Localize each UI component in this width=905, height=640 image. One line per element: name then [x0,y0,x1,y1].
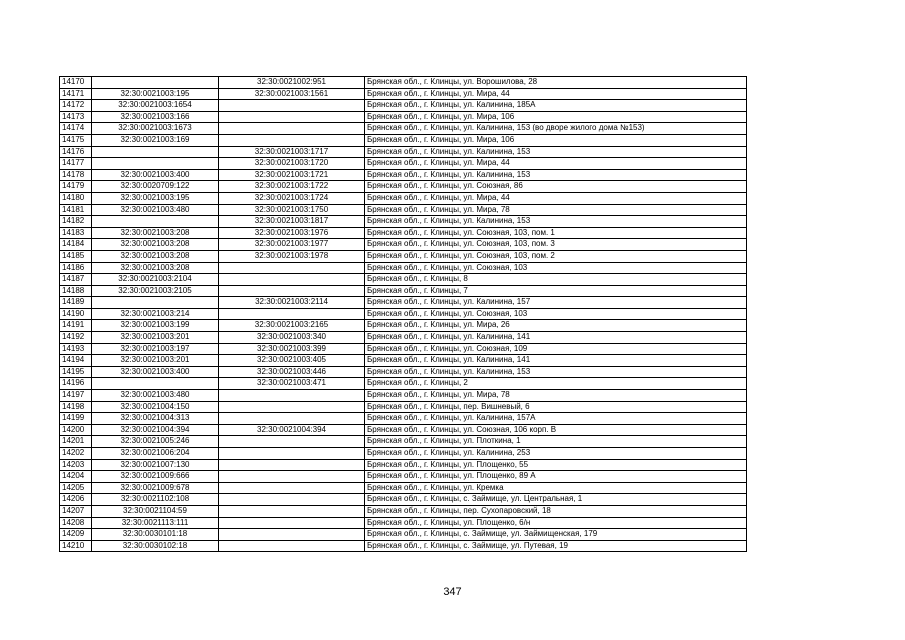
row-number-cell: 14178 [60,169,92,181]
table-row [60,158,747,170]
table-row [60,471,747,483]
address-cell: Брянская обл., г. Клинцы, ул. Калинина, 153 (во дворе жилого дома №153) [365,123,747,135]
cadastral-number-cell: 32:30:0030101:18 [92,529,219,541]
address-cell: Брянская обл., г. Клинцы, ул. Площенко, 89 А [365,471,747,483]
address-cell: Брянская обл., г. Клинцы, ул. Площенко, 6/н [365,517,747,529]
cadastral-number-cell: 32:30:0021005:246 [92,436,219,448]
cadastral-number-cell: 32:30:0021003:214 [92,308,219,320]
row-number-cell: 14196 [60,378,92,390]
address-cell: Брянская обл., г. Клинцы, ул. Калинина, 157 [365,297,747,309]
table-row [60,192,747,204]
table-row [60,378,747,390]
address-cell: Брянская обл., г. Клинцы, ул. Мира, 106 [365,134,747,146]
related-cadastral-number-cell [219,134,365,146]
row-number-cell: 14200 [60,424,92,436]
row-number-cell: 14209 [60,529,92,541]
related-cadastral-number-cell: 32:30:0021003:446 [219,366,365,378]
related-cadastral-number-cell [219,285,365,297]
cadastral-number-cell: 32:30:0020709:122 [92,181,219,193]
table-row [60,320,747,332]
page-number: 347 [443,586,462,598]
cadastral-number-cell: 32:30:0030102:18 [92,540,219,552]
row-number-cell: 14202 [60,448,92,460]
row-number-cell: 14201 [60,436,92,448]
address-cell: Брянская обл., г. Клинцы, ул. Мира, 44 [365,88,747,100]
row-number-cell: 14194 [60,355,92,367]
address-cell: Брянская обл., г. Клинцы, ул. Союзная, 103, пом. 3 [365,239,747,251]
address-cell: Брянская обл., г. Клинцы, с. Займище, ул. Займищенская, 179 [365,529,747,541]
cadastral-number-cell: 32:30:0021009:678 [92,482,219,494]
cadastral-number-cell [92,146,219,158]
table-row [60,517,747,529]
related-cadastral-number-cell [219,448,365,460]
table-row [60,505,747,517]
related-cadastral-number-cell: 32:30:0021003:2165 [219,320,365,332]
table-row [60,216,747,228]
cadastral-number-cell: 32:30:0021009:666 [92,471,219,483]
address-cell: Брянская обл., г. Клинцы, ул. Площенко, 55 [365,459,747,471]
row-number-cell: 14210 [60,540,92,552]
address-cell: Брянская обл., г. Клинцы, 2 [365,378,747,390]
table-row [60,123,747,135]
cadastral-number-cell: 32:30:0021004:150 [92,401,219,413]
row-number-cell: 14171 [60,88,92,100]
address-cell: Брянская обл., г. Клинцы, ул. Калинина, 157А [365,413,747,425]
related-cadastral-number-cell: 32:30:0021003:1817 [219,216,365,228]
row-number-cell: 14176 [60,146,92,158]
address-cell: Брянская обл., г. Клинцы, ул. Плоткина, 1 [365,436,747,448]
related-cadastral-number-cell [219,413,365,425]
related-cadastral-number-cell: 32:30:0021003:1977 [219,239,365,251]
table-row [60,111,747,123]
row-number-cell: 14197 [60,390,92,402]
row-number-cell: 14193 [60,343,92,355]
related-cadastral-number-cell: 32:30:0021003:399 [219,343,365,355]
address-cell: Брянская обл., г. Клинцы, с. Займище, ул. Центральная, 1 [365,494,747,506]
row-number-cell: 14174 [60,123,92,135]
related-cadastral-number-cell: 32:30:0021003:1976 [219,227,365,239]
row-number-cell: 14203 [60,459,92,471]
address-cell: Брянская обл., г. Клинцы, ул. Мира, 78 [365,390,747,402]
table-row [60,413,747,425]
row-number-cell: 14173 [60,111,92,123]
table-row [60,239,747,251]
cadastral-number-cell: 32:30:0021003:208 [92,250,219,262]
table-row [60,77,747,89]
address-cell: Брянская обл., г. Клинцы, с. Займище, ул. Путевая, 19 [365,540,747,552]
related-cadastral-number-cell [219,308,365,320]
address-cell: Брянская обл., г. Клинцы, ул. Союзная, 103 [365,308,747,320]
cadastral-number-cell: 32:30:0021102:108 [92,494,219,506]
cadastral-number-cell: 32:30:0021003:2104 [92,274,219,286]
related-cadastral-number-cell: 32:30:0021003:1978 [219,250,365,262]
row-number-cell: 14185 [60,250,92,262]
table-row [60,181,747,193]
related-cadastral-number-cell [219,274,365,286]
cadastral-number-cell: 32:30:0021003:1654 [92,100,219,112]
cadastral-number-cell: 32:30:0021003:208 [92,262,219,274]
row-number-cell: 14187 [60,274,92,286]
registry-table-body [60,77,747,552]
table-row [60,436,747,448]
related-cadastral-number-cell [219,390,365,402]
related-cadastral-number-cell: 32:30:0021003:1561 [219,88,365,100]
table-row [60,448,747,460]
address-cell: Брянская обл., г. Клинцы, ул. Союзная, 103 [365,262,747,274]
row-number-cell: 14204 [60,471,92,483]
row-number-cell: 14198 [60,401,92,413]
cadastral-number-cell: 32:30:0021003:400 [92,169,219,181]
related-cadastral-number-cell [219,505,365,517]
table-row [60,100,747,112]
related-cadastral-number-cell [219,471,365,483]
related-cadastral-number-cell [219,529,365,541]
table-row [60,204,747,216]
table-row [60,390,747,402]
row-number-cell: 14170 [60,77,92,89]
cadastral-number-cell: 32:30:0021003:480 [92,204,219,216]
cadastral-number-cell: 32:30:0021003:195 [92,88,219,100]
cadastral-number-cell [92,158,219,170]
cadastral-number-cell: 32:30:0021003:2105 [92,285,219,297]
cadastral-number-cell: 32:30:0021003:201 [92,355,219,367]
related-cadastral-number-cell [219,494,365,506]
related-cadastral-number-cell: 32:30:0021003:340 [219,332,365,344]
row-number-cell: 14186 [60,262,92,274]
row-number-cell: 14192 [60,332,92,344]
cadastral-number-cell [92,297,219,309]
address-cell: Брянская обл., г. Клинцы, ул. Мира, 44 [365,192,747,204]
address-cell: Брянская обл., г. Клинцы, ул. Ворошилова, 28 [365,77,747,89]
row-number-cell: 14184 [60,239,92,251]
cadastral-number-cell: 32:30:0021003:1673 [92,123,219,135]
registry-table [59,76,747,552]
related-cadastral-number-cell [219,401,365,413]
related-cadastral-number-cell [219,123,365,135]
related-cadastral-number-cell [219,100,365,112]
related-cadastral-number-cell [219,482,365,494]
row-number-cell: 14191 [60,320,92,332]
table-row [60,88,747,100]
address-cell: Брянская обл., г. Клинцы, ул. Калинина, 153 [365,169,747,181]
related-cadastral-number-cell: 32:30:0021003:2114 [219,297,365,309]
address-cell: Брянская обл., г. Клинцы, ул. Союзная, 109 [365,343,747,355]
related-cadastral-number-cell: 32:30:0021002:951 [219,77,365,89]
table-row [60,401,747,413]
table-row [60,227,747,239]
address-cell: Брянская обл., г. Клинцы, ул. Кремка [365,482,747,494]
table-row [60,262,747,274]
cadastral-number-cell: 32:30:0021003:166 [92,111,219,123]
cadastral-number-cell: 32:30:0021007:130 [92,459,219,471]
table-row [60,343,747,355]
cadastral-number-cell: 32:30:0021003:169 [92,134,219,146]
row-number-cell: 14182 [60,216,92,228]
cadastral-number-cell: 32:30:0021113:111 [92,517,219,529]
table-row [60,134,747,146]
row-number-cell: 14183 [60,227,92,239]
table-row [60,250,747,262]
table-row [60,494,747,506]
table-row [60,285,747,297]
related-cadastral-number-cell: 32:30:0021004:394 [219,424,365,436]
address-cell: Брянская обл., г. Клинцы, ул. Калинина, 185А [365,100,747,112]
cadastral-number-cell: 32:30:0021003:197 [92,343,219,355]
table-row [60,529,747,541]
address-cell: Брянская обл., г. Клинцы, ул. Мира, 44 [365,158,747,170]
cadastral-number-cell: 32:30:0021003:195 [92,192,219,204]
table-row [60,366,747,378]
cadastral-number-cell: 32:30:0021006:204 [92,448,219,460]
cadastral-number-cell: 32:30:0021003:201 [92,332,219,344]
related-cadastral-number-cell [219,540,365,552]
cadastral-number-cell [92,378,219,390]
address-cell: Брянская обл., г. Клинцы, ул. Союзная, 103, пом. 2 [365,250,747,262]
table-row [60,308,747,320]
address-cell: Брянская обл., г. Клинцы, ул. Союзная, 103, пом. 1 [365,227,747,239]
table-row [60,459,747,471]
address-cell: Брянская обл., г. Клинцы, 8 [365,274,747,286]
related-cadastral-number-cell: 32:30:0021003:1750 [219,204,365,216]
address-cell: Брянская обл., г. Клинцы, пер. Вишневый, 6 [365,401,747,413]
row-number-cell: 14188 [60,285,92,297]
related-cadastral-number-cell: 32:30:0021003:1722 [219,181,365,193]
row-number-cell: 14172 [60,100,92,112]
related-cadastral-number-cell: 32:30:0021003:1724 [219,192,365,204]
table-row [60,297,747,309]
table-row [60,355,747,367]
table-row [60,482,747,494]
cadastral-number-cell: 32:30:0021003:208 [92,227,219,239]
address-cell: Брянская обл., г. Клинцы, ул. Союзная, 86 [365,181,747,193]
row-number-cell: 14208 [60,517,92,529]
cadastral-number-cell: 32:30:0021003:208 [92,239,219,251]
table-row [60,274,747,286]
table-row [60,332,747,344]
address-cell: Брянская обл., г. Клинцы, ул. Мира, 26 [365,320,747,332]
cadastral-number-cell [92,77,219,89]
related-cadastral-number-cell [219,517,365,529]
related-cadastral-number-cell [219,459,365,471]
related-cadastral-number-cell: 32:30:0021003:1720 [219,158,365,170]
address-cell: Брянская обл., г. Клинцы, ул. Калинина, 153 [365,216,747,228]
row-number-cell: 14206 [60,494,92,506]
address-cell: Брянская обл., г. Клинцы, ул. Калинина, 153 [365,146,747,158]
cadastral-number-cell: 32:30:0021004:394 [92,424,219,436]
table-row [60,169,747,181]
related-cadastral-number-cell: 32:30:0021003:471 [219,378,365,390]
row-number-cell: 14195 [60,366,92,378]
cadastral-number-cell: 32:30:0021003:199 [92,320,219,332]
related-cadastral-number-cell: 32:30:0021003:405 [219,355,365,367]
table-row [60,540,747,552]
address-cell: Брянская обл., г. Клинцы, ул. Союзная, 106 корп. В [365,424,747,436]
address-cell: Брянская обл., г. Клинцы, ул. Калинина, 141 [365,355,747,367]
table-row [60,424,747,436]
address-cell: Брянская обл., г. Клинцы, пер. Сухопаровский, 18 [365,505,747,517]
table-row [60,146,747,158]
cadastral-number-cell: 32:30:0021104:59 [92,505,219,517]
row-number-cell: 14190 [60,308,92,320]
cadastral-number-cell [92,216,219,228]
related-cadastral-number-cell: 32:30:0021003:1717 [219,146,365,158]
row-number-cell: 14205 [60,482,92,494]
address-cell: Брянская обл., г. Клинцы, ул. Калинина, 253 [365,448,747,460]
row-number-cell: 14207 [60,505,92,517]
cadastral-number-cell: 32:30:0021004:313 [92,413,219,425]
row-number-cell: 14199 [60,413,92,425]
address-cell: Брянская обл., г. Клинцы, ул. Калинина, 153 [365,366,747,378]
related-cadastral-number-cell [219,111,365,123]
row-number-cell: 14189 [60,297,92,309]
row-number-cell: 14175 [60,134,92,146]
row-number-cell: 14177 [60,158,92,170]
cadastral-number-cell: 32:30:0021003:480 [92,390,219,402]
row-number-cell: 14179 [60,181,92,193]
cadastral-number-cell: 32:30:0021003:400 [92,366,219,378]
related-cadastral-number-cell [219,436,365,448]
address-cell: Брянская обл., г. Клинцы, ул. Калинина, 141 [365,332,747,344]
related-cadastral-number-cell: 32:30:0021003:1721 [219,169,365,181]
related-cadastral-number-cell [219,262,365,274]
address-cell: Брянская обл., г. Клинцы, 7 [365,285,747,297]
row-number-cell: 14181 [60,204,92,216]
address-cell: Брянская обл., г. Клинцы, ул. Мира, 78 [365,204,747,216]
row-number-cell: 14180 [60,192,92,204]
address-cell: Брянская обл., г. Клинцы, ул. Мира, 106 [365,111,747,123]
